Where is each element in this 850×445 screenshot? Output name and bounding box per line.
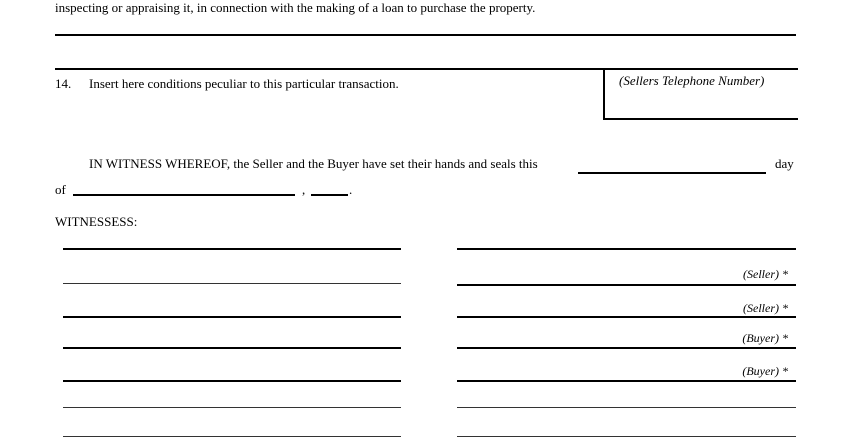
buyer-signature-line-2[interactable] bbox=[457, 380, 796, 382]
item-14-text: Insert here conditions peculiar to this particular transaction. bbox=[89, 76, 399, 91]
seller-label-2: (Seller) * bbox=[743, 301, 788, 315]
day-input-line[interactable] bbox=[578, 172, 766, 174]
day-label: day bbox=[775, 156, 794, 171]
witness-line-1[interactable] bbox=[63, 248, 401, 250]
witness-line-2[interactable] bbox=[63, 283, 401, 284]
witness-statement: IN WITNESS WHEREOF, the Seller and the Buyer have set their hands and seals this bbox=[89, 156, 538, 171]
witness-line-5[interactable] bbox=[63, 380, 401, 382]
period-mark: . bbox=[349, 182, 353, 197]
month-input-line[interactable] bbox=[73, 194, 295, 196]
signature-line-7[interactable] bbox=[457, 436, 796, 437]
seller-signature-line-1[interactable] bbox=[457, 284, 796, 286]
buyer-label-2: (Buyer) * bbox=[742, 364, 788, 378]
buyer-label-1: (Buyer) * bbox=[742, 331, 788, 345]
witness-line-4[interactable] bbox=[63, 347, 401, 349]
of-label: of bbox=[55, 182, 66, 197]
seller-label-1: (Seller) * bbox=[743, 267, 788, 281]
item-14-number: 14. bbox=[55, 76, 72, 91]
witness-line-7[interactable] bbox=[63, 436, 401, 437]
year-input-line[interactable] bbox=[311, 194, 348, 196]
sellers-telephone-label: (Sellers Telephone Number) bbox=[619, 73, 765, 88]
witness-line-3[interactable] bbox=[63, 316, 401, 318]
paragraph-continuation-text: inspecting or appraising it, in connection with the making of a loan to purchase the property. bbox=[55, 0, 536, 15]
buyer-signature-line-1[interactable] bbox=[457, 347, 796, 349]
witnesses-label: WITNESSESS: bbox=[55, 214, 138, 229]
witness-line-6[interactable] bbox=[63, 407, 401, 408]
comma-separator: , bbox=[302, 182, 306, 197]
blank-line-condition-13[interactable] bbox=[55, 34, 796, 36]
seller-signature-line-2[interactable] bbox=[457, 316, 796, 318]
signature-line-1[interactable] bbox=[457, 248, 796, 250]
signature-line-6[interactable] bbox=[457, 407, 796, 408]
